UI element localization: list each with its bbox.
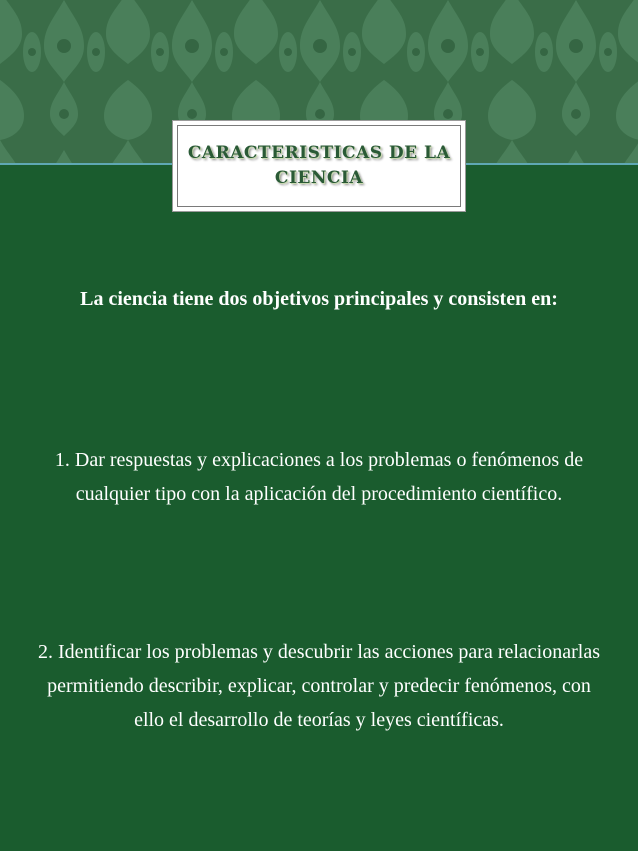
- point-1-text: 1. Dar respuestas y explicaciones a los problemas o fenómenos de cualquier tipo con la aplicación del procedimiento científico.: [54, 449, 584, 505]
- title-box: [172, 120, 466, 212]
- intro-text: La ciencia tiene dos objetivos principales y consisten en:: [80, 288, 558, 310]
- slide-title: CARACTERISTICAS DE LA CIENCIA: [187, 143, 451, 188]
- point-2-text: 2. Identificar los problemas y descubrir las acciones para relacionarlas permitiendo describir, explicar, controlar y predecir fenómenos, con ello el desarrollo de teorías y leyes científicas.: [38, 641, 600, 731]
- title-box-frame: [177, 125, 461, 207]
